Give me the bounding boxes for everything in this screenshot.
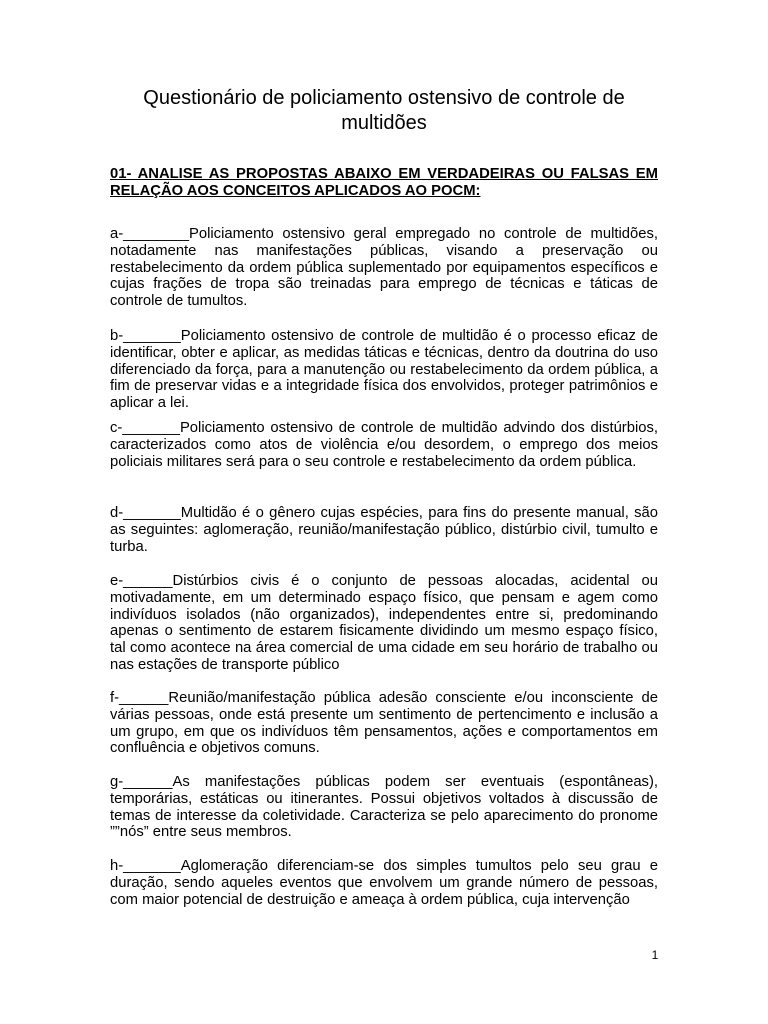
item-h bbox=[110, 858, 658, 908]
item-f bbox=[110, 690, 658, 757]
item-c bbox=[110, 420, 658, 470]
item-b bbox=[110, 328, 658, 412]
item-g-prefix: g-______ bbox=[110, 774, 173, 790]
page-number: 1 bbox=[651, 948, 659, 962]
item-f-text: Reunião/manifestação pública adesão consciente e/ou inconsciente de várias pessoas, onde está presente um sentimento de pertencimento e inclusão a um grupo, em que os indivíduos têm pensamentos, ações e comportamentos em confluência e objetivos comuns. bbox=[110, 690, 658, 757]
item-c-prefix: c-_______ bbox=[110, 420, 180, 436]
item-f-prefix: f-______ bbox=[110, 690, 169, 706]
item-d bbox=[110, 505, 658, 555]
item-g bbox=[110, 774, 658, 841]
item-a-prefix: a-________ bbox=[110, 226, 189, 242]
item-c-text: Policiamento ostensivo de controle de multidão advindo dos distúrbios, caracterizados como atos de violência e/ou desordem, o emprego dos meios policiais militares será para o seu controle e restabelecimento da ordem pública. bbox=[110, 420, 658, 470]
item-g-text: As manifestações públicas podem ser eventuais (espontâneas), temporárias, estáticas ou itinerantes. Possui objetivos voltados à discussão de temas de interesse da coletividade. Caracteriza se pelo aparecimento do pronome ””nós” entre seus membros. bbox=[110, 774, 658, 841]
item-h-text: Aglomeração diferenciam-se dos simples tumultos pelo seu grau e duração, sendo aqueles eventos que envolvem um grande número de pessoas, com maior potencial de destruição e ameaça à ordem pública, cuja intervenção bbox=[110, 858, 658, 908]
item-d-prefix: d-_______ bbox=[110, 505, 181, 521]
item-a bbox=[110, 226, 658, 310]
item-h-prefix: h-_______ bbox=[110, 858, 181, 874]
item-e-text: Distúrbios civis é o conjunto de pessoas alocadas, acidental ou motivadamente, em um determinado espaço físico, que pensam e agem como indivíduos isolados (não organizados), independentes entre si, predominando apenas o sentimento de estarem fisicamente dividindo um mesmo espaço físico, tal como acontece na área comercial de uma cidade em seu horário de trabalho ou nas estações de transporte público bbox=[110, 573, 658, 673]
item-d-text: Multidão é o gênero cujas espécies, para fins do presente manual, são as seguintes: aglomeração, reunião/manifestação público, distúrbio civil, tumulto e turba. bbox=[110, 505, 658, 555]
question-heading: 01- ANALISE AS PROPOSTAS ABAIXO EM VERDADEIRAS OU FALSAS EM RELAÇÃO AOS CONCEITOS APLICADOS AO POCM: bbox=[110, 166, 658, 199]
item-e-prefix: e-______ bbox=[110, 573, 173, 589]
item-b-text: Policiamento ostensivo de controle de multidão é o processo eficaz de identificar, obter e aplicar, as medidas táticas e técnicas, dentro da doutrina do uso diferenciado da força, para a manutenção ou restabelecimento da ordem pública, a fim de preservar vidas e a integridade física dos envolvidos, proteger patrimônios e aplicar a lei. bbox=[110, 328, 658, 412]
item-e bbox=[110, 573, 658, 674]
item-a-text: Policiamento ostensivo geral empregado no controle de multidões, notadamente nas manifestações públicas, visando a preservação ou restabelecimento da ordem pública suplementado por equipamentos específicos e cujas frações de tropa são treinadas para emprego de técnicas e táticas de controle de tumultos. bbox=[110, 226, 658, 310]
item-b-prefix: b-_______ bbox=[110, 328, 181, 344]
document-title: Questionário de policiamento ostensivo de controle de multidões bbox=[143, 87, 625, 134]
